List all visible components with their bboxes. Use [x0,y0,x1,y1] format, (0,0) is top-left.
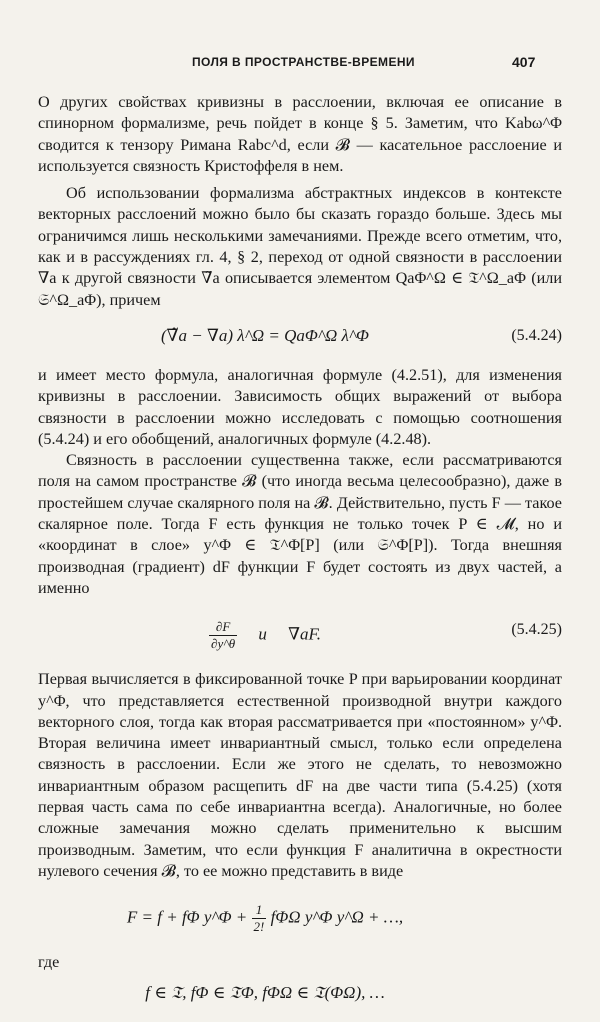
paragraph-5: Первая вычисляется в фиксированной точке P при варьировании координат y^Φ, что представляется естественной производной внутри каждого векторного слоя, тогда как вторая рассматривается при «постоянном» y^Φ. Вторая величина имеет инвариантный смысл, только если определена связность в расслоении. Если же этого не сделать, то невозможно инвариантным образом расщепить dF на две части типа (5.4.25) (хотя первая часть сама по себе инвариантна всегда). Аналогичные, но более сложные замечания можно сделать применительно к высшим производным. Заметим, что если функция F аналитична в окрестности нулевого сечения 𝓑, то ее можно представить в виде [38,670,562,880]
word-gde: где [38,953,60,972]
equation-series-math [38,902,492,935]
equation-5-4-24-math: (∇̃a − ∇a) λ^Ω = QaΦ^Ω λ^Φ [161,325,369,345]
series-fraction [252,902,267,935]
series-lhs: F = f + fΦ y^Φ + [126,907,248,927]
running-header [0,55,600,77]
equation-5-4-25-number: (5.4.25) [511,621,562,639]
partial-fraction [209,619,237,652]
equation-series [38,888,562,946]
series-fraction-denominator: 2! [253,919,265,935]
paragraph-3: и имеет место формула, аналогичная формуле (4.2.51), для изменения кривизны в расслоении. Зависимость общих выражений от выбора связности в расслоении можно исследовать с помощью соотношения (5.4.24) и его обобщений, аналогичных формуле (4.2.48). [38,365,562,448]
partial-fraction-numerator: ∂F [209,619,237,636]
equation-5-4-25-math [38,619,492,652]
equation-5-4-24-number: (5.4.24) [511,326,562,344]
page-body [38,92,562,1022]
page-number: 407 [512,54,536,70]
paragraph-4: Связность в расслоении существенна также, если рассматриваются поля на самом пространстве 𝓑 (что иногда весьма целесообразно), даже в простейшем случае скалярного поля на 𝓑. Действительно, пусть F — такое скалярное поле. Тогда F есть функция не только точек P ∈ 𝓜, но и «координат в слое» y^Φ ∈ 𝔗^Φ[P] (или 𝔖^Φ[P]). Тогда внешняя производная (градиент) dF функции F будет состоять из двух частей, а именно [38,451,562,597]
series-fraction-numerator: 1 [252,902,267,919]
running-title: ПОЛЯ В ПРОСТРАНСТВЕ-ВРЕМЕНИ [192,55,415,69]
partial-fraction-denominator: ∂y^θ [211,636,236,652]
equation-membership-math: f ∈ 𝔗, fΦ ∈ 𝔗Φ, fΦΩ ∈ 𝔗(ΦΩ), … [145,982,385,1002]
equation-5-4-24 [38,317,562,359]
series-rhs: fΦΩ y^Φ y^Ω + …, [270,907,404,927]
equation-5-4-25 [38,605,562,663]
covariant-derivative: ∇aF. [288,624,321,644]
conjunction: и [258,624,267,644]
paragraph-2: Об использовании формализма абстрактных индексов в контексте векторных расслоений можно было бы сказать гораздо больше. Здесь мы ограничимся лишь несколькими замечаниями. Прежде всего отметим, что, как и в рассуждениях гл. 4, § 2, переход от одной связности в расслоении ∇a к другой связности ∇̃a описывается элементом QaΦ^Ω ∈ 𝔗^Ω_aΦ (или 𝔖^Ω_aΦ), причем [38,184,562,309]
equation-membership [38,974,562,1016]
paragraph-1: О других свойствах кривизны в расслоении, включая ее описание в спинорном формализме, речь пойдет в конце § 5. Заметим, что Kabω^Φ сводится к тензору Римана Rabc^d, если 𝓑 — касательное расслоение и используется связность Кристоффеля в нем. [38,93,562,175]
